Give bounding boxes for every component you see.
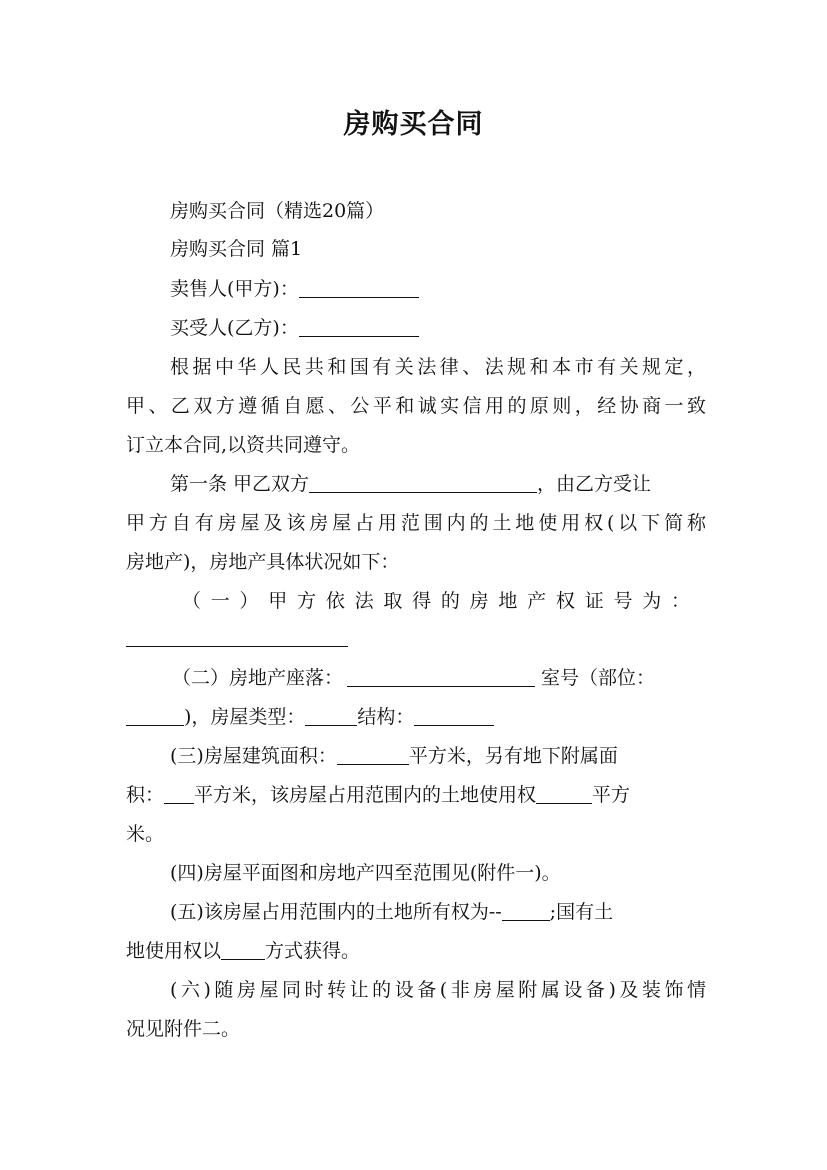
land-area-text: 平方米，该房屋占用范围内的土地使用权 bbox=[194, 784, 537, 806]
basement-label: 积： bbox=[126, 784, 165, 806]
type-label: )，房屋类型： bbox=[184, 706, 306, 728]
basement-blank bbox=[164, 785, 194, 804]
paragraph-line bbox=[126, 394, 706, 418]
article-one-suffix: ，由乙方受让 bbox=[537, 473, 652, 495]
area-line bbox=[126, 783, 706, 807]
paragraph-text: 根据中华人民共和国有关法律、法规和本市有关规定， bbox=[170, 356, 706, 378]
acquisition-suffix: 方式获得。 bbox=[265, 940, 361, 962]
location-blank bbox=[347, 668, 535, 687]
equipment-text: 况见附件二。 bbox=[126, 1018, 241, 1040]
seller-line bbox=[170, 277, 706, 301]
paragraph-text: 订立本合同,以资共同遵守。 bbox=[126, 434, 361, 456]
structure-blank bbox=[414, 707, 494, 726]
land-area-suffix: 平方 bbox=[592, 784, 631, 806]
document-title: 房购买合同 bbox=[343, 109, 484, 140]
certificate-line bbox=[182, 589, 690, 613]
acquisition-line bbox=[126, 939, 706, 963]
paragraph-text: 甲方自有房屋及该房屋占用范围内的土地使用权(以下简称 bbox=[126, 512, 706, 534]
subtitle-line bbox=[170, 199, 706, 223]
plan-line bbox=[170, 861, 706, 885]
structure-label: 结构： bbox=[357, 706, 415, 728]
area-label: (三)房屋建筑面积： bbox=[170, 745, 337, 767]
certificate-blank-line bbox=[126, 626, 706, 650]
room-blank bbox=[126, 707, 184, 726]
seller-blank bbox=[299, 279, 419, 298]
section-heading bbox=[170, 237, 706, 261]
type-blank bbox=[305, 707, 357, 726]
paragraph-text: 米。 bbox=[126, 823, 165, 845]
ownership-line bbox=[170, 900, 706, 924]
ownership-blank bbox=[502, 902, 550, 921]
area-line bbox=[170, 744, 706, 768]
article-one-line bbox=[170, 472, 706, 496]
section-heading-text: 房购买合同 篇1 bbox=[170, 238, 303, 260]
paragraph-text: 甲、乙双方遵循自愿、公平和诚实信用的原则，经协商一致 bbox=[126, 395, 706, 417]
acquisition-blank bbox=[221, 941, 265, 960]
location-label: （二）房地产座落： bbox=[172, 667, 344, 689]
paragraph-line bbox=[126, 511, 706, 535]
paragraph-line bbox=[126, 550, 706, 574]
area-suffix: 平方米，另有地下附属面 bbox=[408, 745, 618, 767]
article-one-label: 第一条 甲乙双方 bbox=[170, 473, 310, 495]
paragraph-text: 房地产)，房地产具体状况如下： bbox=[126, 551, 400, 573]
room-label: 室号（部位： bbox=[541, 667, 656, 689]
seller-label: 卖售人(甲方)： bbox=[170, 278, 299, 300]
paragraph-line bbox=[170, 355, 706, 379]
equipment-text: (六)随房屋同时转让的设备(非房屋附属设备)及装饰情 bbox=[170, 979, 706, 1001]
paragraph-line bbox=[126, 433, 706, 457]
buyer-line bbox=[170, 316, 706, 340]
land-area-blank bbox=[536, 785, 592, 804]
buyer-blank bbox=[299, 318, 419, 337]
certificate-blank bbox=[126, 628, 348, 647]
ownership-suffix: ;国有土 bbox=[549, 901, 614, 923]
equipment-line bbox=[170, 978, 706, 1002]
area-blank bbox=[337, 746, 409, 765]
ownership-label: (五)该房屋占用范围内的土地所有权为-- bbox=[170, 901, 502, 923]
type-line bbox=[126, 705, 706, 729]
buyer-label: 买受人(乙方)： bbox=[170, 317, 299, 339]
subtitle-text: 房购买合同（精选20篇） bbox=[170, 200, 385, 222]
paragraph-line bbox=[126, 822, 706, 846]
parties-blank bbox=[309, 474, 537, 493]
certificate-label: （一）甲方依法取得的房地产权证号为： bbox=[182, 590, 690, 612]
plan-text: (四)房屋平面图和房地产四至范围见(附件一)。 bbox=[170, 862, 561, 884]
acquisition-label: 地使用权以 bbox=[126, 940, 222, 962]
equipment-line bbox=[126, 1017, 706, 1041]
location-line bbox=[172, 666, 702, 690]
